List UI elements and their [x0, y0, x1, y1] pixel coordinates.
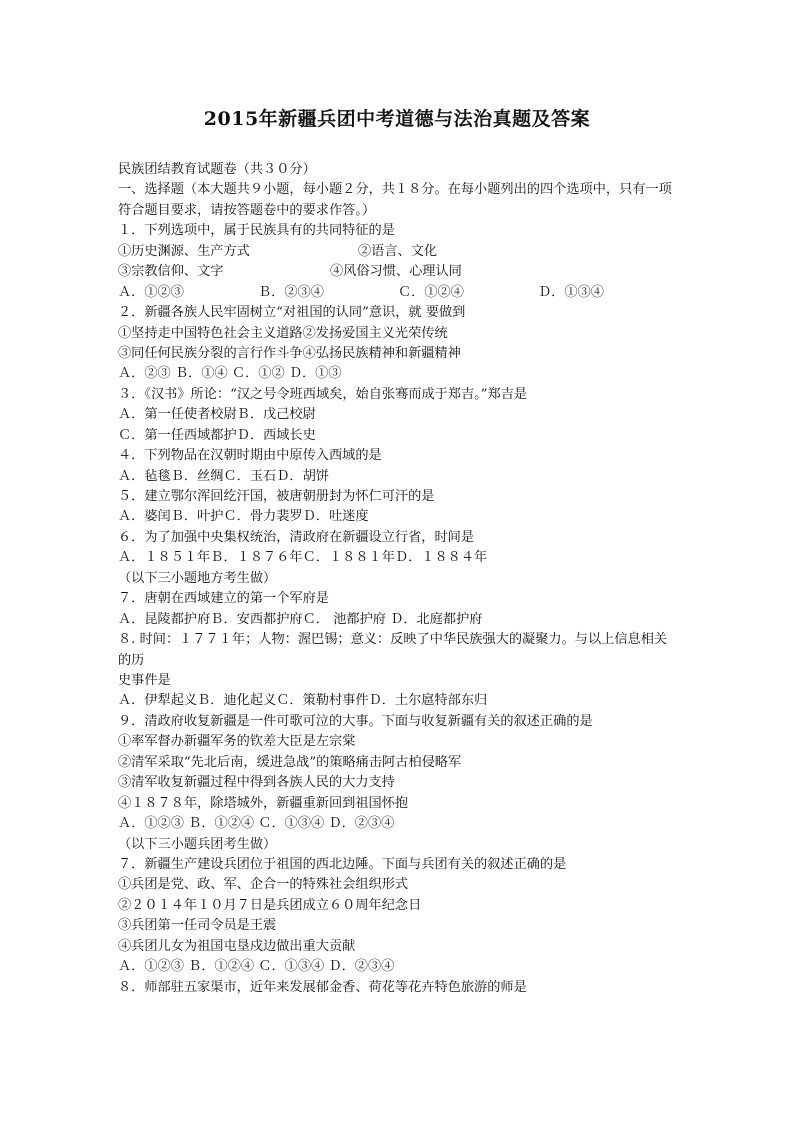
q3-answers-ab: Ａ．第一任使者校尉Ｂ．戊己校尉: [118, 407, 316, 423]
q1-option-2: ②语言、文化: [358, 243, 438, 259]
question-7-local: ７．唐朝在西域建立的第一个军府是: [118, 591, 329, 607]
q7b-option-1: ①兵团是党、政、军、企合一的特殊社会组织形式: [118, 877, 409, 893]
q6-answers: Ａ．１８５１年Ｂ．１８７６年Ｃ．１８８１年Ｄ．１８８４年: [118, 550, 488, 566]
q8-local-answers: Ａ．伊犁起义Ｂ．迪化起义Ｃ．策勒村事件Ｄ．土尔扈特部东归: [118, 693, 488, 709]
bingtuan-candidates-note: （以下三小题兵团考生做）: [118, 836, 277, 852]
q5-answers: Ａ．婆闰Ｂ．叶护Ｃ．骨力裴罗Ｄ．吐迷度: [118, 509, 369, 525]
question-2: ２．新疆各族人民牢固树立“对祖国的认同”意识，就 要做到: [118, 305, 466, 321]
q3-answers-cd: Ｃ．第一任西域都护Ｄ．西域长史: [118, 427, 316, 443]
question-8-local-cont: 史事件是: [118, 673, 171, 688]
q9-option-3: ③清军收复新疆过程中得到各族人民的大力支持: [118, 775, 395, 791]
question-1-options-row1: [118, 242, 678, 262]
document-title: 2015年新疆兵团中考道德与法治真题及答案: [203, 108, 591, 130]
q4-answers: Ａ．毡毯Ｂ．丝绸Ｃ．玉石Ｄ．胡饼: [118, 468, 329, 484]
q7b-option-4: ④兵团儿女为祖国屯垦戍边做出重大贡献: [118, 938, 356, 954]
q1-option-1: ①历史渊源、生产方式: [118, 243, 250, 259]
question-4: ４．下列物品在汉朝时期由中原传入西域的是: [118, 448, 382, 464]
q2-answers: Ａ．②③ Ｂ．①④ Ｃ．①② Ｄ．①③: [118, 366, 342, 382]
q1-answer-b: Ｂ．②③④: [258, 284, 324, 300]
q7b-answers: Ａ．①②③ Ｂ．①②④ Ｃ．①③④ Ｄ．②③④: [118, 959, 395, 975]
question-8-local: ８. 时间：１７７１年；人物：渥巴锡；意义：反映了中华民族强大的凝聚力。与以上信息相关的历: [118, 632, 668, 668]
q7b-option-3: ③兵团第一任司令员是王震: [118, 918, 277, 934]
q9-option-4: ④１８７８年，除塔城外，新疆重新回到祖国怀抱: [118, 795, 409, 811]
section-instructions: 一、选择题（本大题共９小题，每小题２分，共１８分。在每小题列出的四个选项中，只有一项符合题目要求，请按答题卷中的要求作答。）: [118, 182, 672, 218]
q9-option-1: ①率军督办新疆军务的钦差大臣是左宗棠: [118, 734, 356, 750]
question-1-answers: [118, 283, 678, 303]
q7b-option-2: ②２０１４年１０月７日是兵团成立６０周年纪念日: [118, 897, 422, 913]
q1-answer-d: Ｄ．①③④: [538, 284, 604, 300]
question-6: ６．为了加强中央集权统治，清政府在新疆设立行省，时间是: [118, 529, 475, 545]
q1-answer-a: Ａ．①②③: [118, 284, 184, 300]
document-body: [118, 160, 678, 998]
q1-answer-c: Ｃ．①②④: [398, 284, 464, 300]
question-8-bingtuan: ８．师部驻五家渠市，近年来发展郁金香、荷花等花卉特色旅游的师是: [118, 979, 527, 995]
question-5: ５．建立鄂尔浑回纥汗国，被唐朝册封为怀仁可汗的是: [118, 489, 435, 505]
q1-option-3: ③宗教信仰、文字: [118, 264, 224, 280]
q2-options-2: ③同任何民族分裂的言行作斗争④弘扬民族精神和新疆精神: [118, 345, 461, 361]
q9-option-2: ②清军采取“先北后南，缓进急战”的策略痛击阿古柏侵略军: [118, 754, 462, 770]
question-1: １．下列选项中，属于民族具有的共同特征的是: [118, 223, 395, 239]
question-1-options-row2: [118, 262, 678, 282]
q7-local-answers: Ａ．昆陵都护府Ｂ．安西都护府Ｃ． 池都护府 Ｄ．北庭都护府: [118, 611, 483, 627]
question-3: ３．《汉书》所论：“汉之号令班西域矣，始自张骞而成于郑吉。”郑吉是: [118, 386, 528, 402]
q1-option-4: ④风俗习惯、心理认同: [330, 264, 462, 280]
section-heading: 民族团结教育试题卷（共３０分）: [118, 162, 316, 177]
question-7-bingtuan: ７．新疆生产建设兵团位于祖国的西北边陲。下面与兵团有关的叙述正确的是: [118, 856, 567, 872]
local-candidates-note: （以下三小题地方考生做）: [118, 570, 277, 586]
question-9: ９．清政府收复新疆是一件可歌可泣的大事。下面与收复新疆有关的叙述正确的是: [118, 713, 593, 729]
q9-answers: Ａ．①②③ Ｂ．①②④ Ｃ．①③④ Ｄ．②③④: [118, 816, 395, 832]
q2-options-1: ①坚持走中国特色社会主义道路②发扬爱国主义光荣传统: [118, 325, 448, 341]
